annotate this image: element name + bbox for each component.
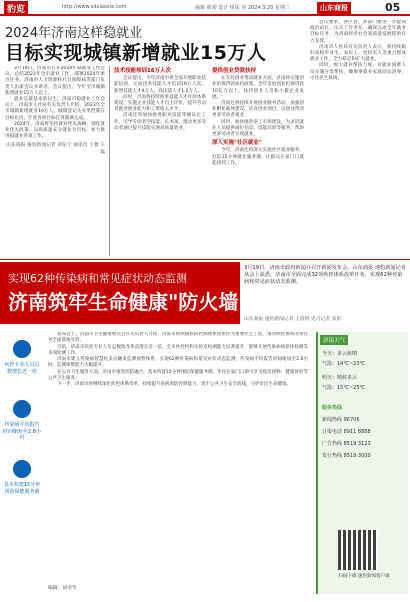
story2-body	[48, 332, 308, 580]
hotline-line: 发行热线 8519 3000	[322, 453, 371, 459]
paragraph: 目前，济南市疾控专业人员总数较改革前增长近一倍，全市疾控机构实验室检测能力显著提升，能够开展传染病病原体检测等多项检测工作。	[48, 344, 308, 356]
hotline-line: 订报电话 8911 8888	[322, 429, 371, 435]
paragraph: 会议提出，今年济南市将全面开展职业技能培训，完成技术技能人才培训16万人次，新增技能人才4万人，高技能人才1.2万人。	[114, 76, 206, 94]
paragraph: 济南还将持续开展创业服务活动，加强创业孵化载体建设，培育创业项目，以创业带动更多劳动者就业。	[212, 101, 304, 119]
story1-byline: 山东商报·速豹新闻记者 刘东宁 通讯员 王雅 王磊	[6, 143, 105, 155]
paragraph: 济南市建立传染病智慧化多点触发监测预警体系，实现62种传染病和常见症状动态监测，传染病平均报告时间缩短至2.8小时，监测预警能力大幅提升。	[48, 357, 308, 369]
paragraph: 今年，济南还将深入实施社区就业服务，打造15分钟就业服务圈，让群众在家门口就能找到工作。	[212, 148, 304, 166]
qr-caption: 扫码下载 速豹新闻客户端	[338, 574, 390, 579]
paragraph: 同时，加大就业帮扶力度，对就业困难人员实施分类帮扶，确保零就业家庭动态清零，守住民生底线。	[310, 63, 406, 81]
paragraph: 下一步，济南市将继续深化疾控体系改革，持续提升疾病预防控制能力，筑牢公共卫生安全防线，守护市民生命健康。	[57, 382, 291, 388]
paragraph: 济南市人社局有关负责人表示，将持续做好高校毕业生、农民工、退役军人等重点群体就业工作，全力稳定和扩大就业。	[310, 44, 406, 63]
weather-title: 济南天气	[320, 335, 348, 345]
paper-name: 山东商报	[317, 2, 351, 14]
weather-line: 今天：多云转晴	[322, 351, 358, 357]
story2-headline: 济南筑牢生命健康"防火墙"	[8, 290, 249, 314]
hotline-title: 服务热线	[322, 405, 343, 411]
shield-icon	[13, 460, 31, 478]
subheading: 深入实施"社区就业"	[212, 140, 262, 147]
weather-line: 气温：15℃~25℃	[322, 385, 366, 391]
paragraph: 发布会上，济南市卫生健康委员会有关负责人介绍，济南市将疾病预防控制体系改革作为重要民生工程，推动疾控体系改革任务全面落地见效。	[48, 332, 308, 344]
story2-lede: 3月19日，济南市政府新闻办召开新闻发布会，山东商报·速豹新闻记者从会上获悉，济南市全面完成32项疾控体系改革任务，实现62种传染病和常见症状动态监测。	[244, 265, 406, 285]
hotline-line: 广告热线 8519 3123	[322, 441, 371, 447]
paragraph: 会议要求，各区县、各部门要进一步提高政治站位，压实工作责任，确保完成全年就业目标任务，为济南经济社会高质量发展提供有力支撑。	[310, 20, 406, 44]
hotline-line: 新闻热线 96706	[322, 417, 360, 423]
edition-info: 编辑 新闻 设计 组版 审 2024.3.20 星期三	[195, 5, 290, 11]
side-highlight-2: 传染病平均报告时间缩短至2.8小时	[3, 422, 41, 441]
paragraph: 在支持创业带动就业方面，济南将实施创业担保贷款扶持政策，全年发放创业担保贷款10亿元以上，扶持创业人员和小微企业发展。	[212, 76, 304, 100]
story1-column-1	[5, 66, 105, 258]
clock-icon	[13, 400, 31, 418]
page-number: 05	[385, 1, 401, 14]
story1-column-4	[310, 20, 406, 258]
page-header	[0, 0, 410, 16]
paragraph: 2024年，济南将坚持就业优先战略，强化就业优先政策，以高质量充分就业为目标，加力推进稳就业各项工作。	[5, 121, 105, 140]
story-separator	[0, 259, 410, 260]
side-highlight-1: 疾控专业人员总数增长近一倍	[4, 362, 40, 375]
story1-column-2	[114, 66, 206, 258]
paragraph: 同时，加快推进零工市场建设，为灵活就业人员提供岗位信息、技能培训等服务，帮助更多劳动者实现就业。	[212, 119, 304, 138]
weather-line: 气温：14℃~23℃	[322, 361, 366, 367]
paragraph: 同时，济南将持续推进技能人才评价体系建设，实施企业技能人才自主评价，提升劳动者就业创业能力和工资收入水平。	[114, 94, 206, 113]
story2-lede-byline: 山东商报·速豹新闻记者 王倩倩 见习记者 张彤	[244, 317, 342, 322]
weather-line: 明天：晴转多云	[322, 375, 358, 381]
story2-kicker: 实现62种传染病和常见症状动态监测	[8, 272, 187, 285]
column-divider	[109, 66, 110, 256]
section-logo: 豹览	[4, 1, 28, 16]
medical-icon	[13, 340, 31, 358]
qr-code[interactable]	[338, 530, 378, 570]
subheading: 技术技能培训16万人次	[114, 68, 172, 74]
paragraph: 就业是最基本的民生。济南市稳就业工作会议上，济南市人社局有关负责人介绍，2023年全市城镇新增就业16万人，城镇登记失业率控制在目标以内，年度各项目标任务圆满完成。	[5, 97, 105, 121]
site-url[interactable]: http://www.sdxiaoxie.com	[62, 4, 127, 10]
story1-kicker: 2024年济南这样稳就业	[5, 26, 143, 41]
side-highlight-3: 基本构建15分钟预防保健服务圈	[3, 482, 41, 495]
editor-credit: 编辑：胡金华	[48, 586, 77, 591]
story1-headline: 目标实现城镇新增就业15万人	[5, 42, 267, 64]
subheading: 提供创业贷款扶持	[212, 68, 257, 74]
paragraph: 济南还将加快推进职业技能等级认定工作，引导劳动者学技能、长本领，推动更多劳动者通过提升技能实现高质量就业。	[114, 113, 206, 131]
paragraph: 3月19日，济南市召开2024年稳就业工作会议，总结2023年全市就业工作，部署2024年重点任务。济南市人力资源和社会保障局等部门负责人出席会议并讲话，会议提出，今年全市城镇新增就业15万人以上。	[5, 66, 105, 96]
story1-column-3	[212, 66, 304, 258]
paragraph: 在公共卫生服务方面，济南市推进医防融合，基本构建15分钟预防保健服务圈，市民在家门口即可享受疫苗接种、健康体检等公共卫生服务。	[48, 369, 308, 382]
